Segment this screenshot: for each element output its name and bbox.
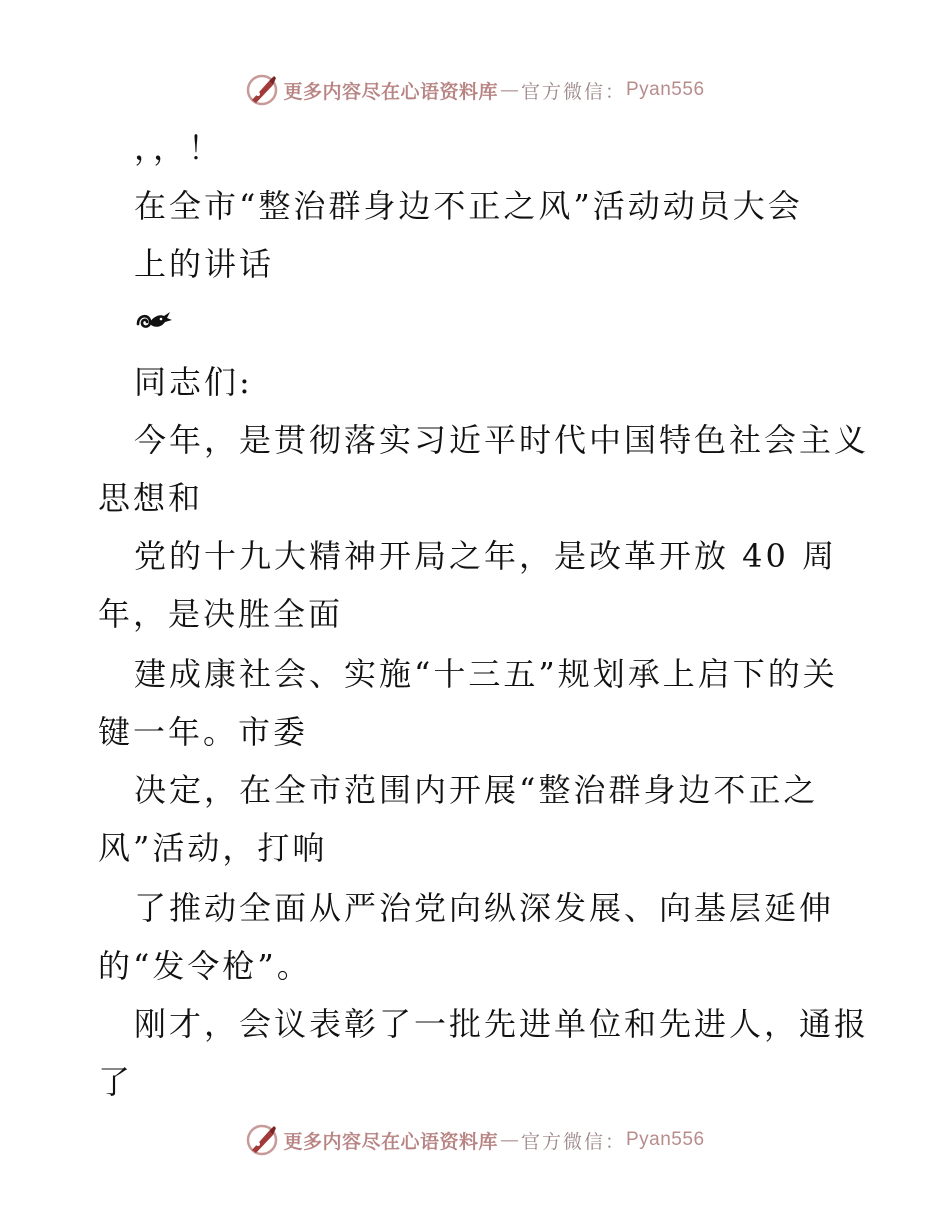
salutation: 同志们: [134, 363, 253, 401]
watermark-dash: — [499, 79, 519, 101]
punctuation-line: ，，！ [134, 129, 224, 167]
watermark-text: 更多内容尽在心语资料库 [283, 80, 498, 103]
watermark-label: 官方微信： [520, 1130, 626, 1153]
paragraph-line: 了 [98, 1063, 134, 1101]
title-line-2: 上的讲话 [134, 245, 275, 283]
watermark-wechat-id: Pyan556 [626, 79, 705, 100]
paragraph-line: 键一年。市委 [98, 713, 309, 751]
paragraph-line: 年，是决胜全面 [98, 595, 344, 633]
paragraph-line: 了推动全面从严治党向纵深发展、向基层延伸 [134, 889, 835, 927]
paragraph-line: 党的十九大精神开局之年，是改革开放 40 周 [134, 537, 838, 575]
watermark-wechat-id: Pyan556 [626, 1129, 705, 1150]
paragraph-line: 思想和 [98, 479, 204, 517]
title-line-1: 在全市“整治群身边不正之风”活动动员大会 [134, 187, 803, 225]
watermark-text: 更多内容尽在心语资料库 [283, 1130, 498, 1153]
paragraph-line: 的“发令枪”。 [98, 947, 312, 985]
paragraph-line: 刚才，会议表彰了一批先进单位和先进人，通报 [134, 1005, 870, 1043]
paragraph-line: 建成康社会、实施“十三五”规划承上启下的关 [134, 655, 838, 693]
footer-watermark [0, 1120, 950, 1160]
flourish-ornament-icon [134, 306, 174, 336]
paragraph-line: 风”活动，打响 [98, 829, 328, 867]
pen-logo-icon [245, 1123, 279, 1157]
watermark-label: 官方微信： [520, 80, 626, 103]
paragraph-line: 今年，是贯彻落实习近平时代中国特色社会主义 [134, 421, 870, 459]
paragraph-line: 决定，在全市范围内开展“整治群身边不正之 [134, 771, 819, 809]
watermark-dash: — [499, 1129, 519, 1151]
